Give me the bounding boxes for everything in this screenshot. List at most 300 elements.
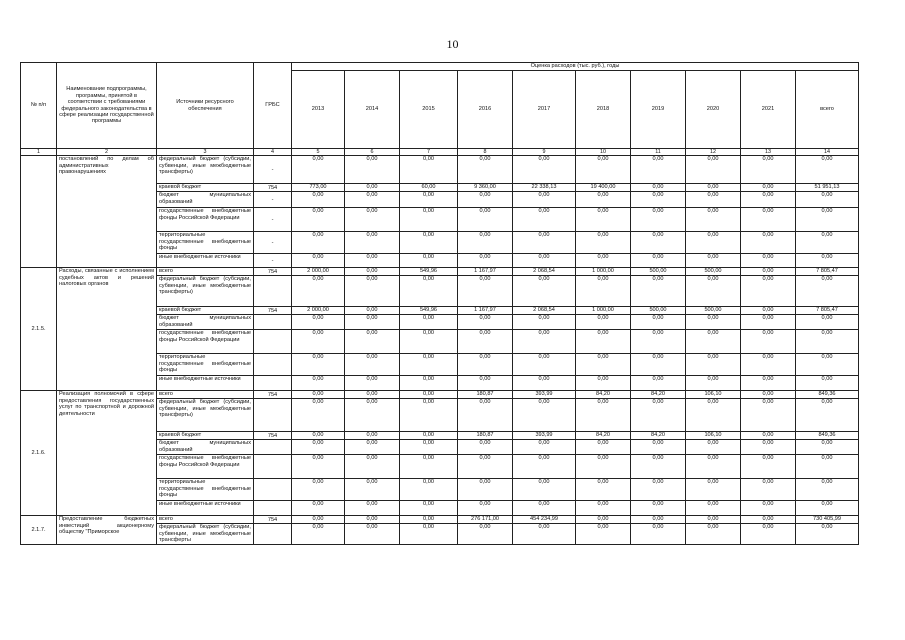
amount-cell: 0,00 <box>576 501 631 516</box>
amount-cell: 0,00 <box>458 276 513 307</box>
amount-cell: 0,00 <box>292 315 345 330</box>
amount-cell: 0,00 <box>400 455 458 479</box>
amount-cell: 0,00 <box>400 524 458 544</box>
column-number: 1 <box>21 149 57 156</box>
amount-cell: 0,00 <box>686 501 741 516</box>
grbs-code: - <box>254 254 292 268</box>
amount-cell: 51 951,13 <box>796 184 859 192</box>
funding-source: государственные внебюджетные фонды Российской Федерации <box>157 455 254 479</box>
table-body <box>21 156 859 544</box>
amount-cell: 0,00 <box>796 501 859 516</box>
amount-cell: 0,00 <box>631 232 686 254</box>
amount-cell: 0,00 <box>796 354 859 376</box>
amount-cell: 0,00 <box>686 455 741 479</box>
amount-cell: 1 000,00 <box>576 307 631 315</box>
amount-cell: 0,00 <box>686 315 741 330</box>
amount-cell: 60,00 <box>400 184 458 192</box>
amount-cell: 0,00 <box>292 501 345 516</box>
grbs-code: 754 <box>254 516 292 524</box>
amount-cell: 0,00 <box>292 192 345 208</box>
amount-cell: 0,00 <box>292 254 345 268</box>
amount-cell: 0,00 <box>513 156 576 184</box>
column-number: 11 <box>631 149 686 156</box>
column-number: 13 <box>741 149 796 156</box>
amount-cell: 0,00 <box>345 315 400 330</box>
amount-cell: 0,00 <box>686 479 741 501</box>
amount-cell: 0,00 <box>741 184 796 192</box>
amount-cell: 0,00 <box>631 354 686 376</box>
amount-cell: 0,00 <box>292 330 345 354</box>
amount-cell: 0,00 <box>513 208 576 232</box>
amount-cell: 0,00 <box>686 524 741 544</box>
amount-cell: 0,00 <box>576 276 631 307</box>
amount-cell: 84,20 <box>576 432 631 440</box>
row-number: 2.1.7. <box>21 516 57 544</box>
amount-cell: 276 171,00 <box>458 516 513 524</box>
amount-cell: 84,20 <box>631 391 686 399</box>
amount-cell: 0,00 <box>686 208 741 232</box>
amount-cell: 106,10 <box>686 391 741 399</box>
amount-cell: 0,00 <box>686 330 741 354</box>
amount-cell: 0,00 <box>741 276 796 307</box>
amount-cell: 2 000,00 <box>292 268 345 276</box>
amount-cell: 0,00 <box>513 276 576 307</box>
amount-cell: 0,00 <box>458 501 513 516</box>
amount-cell: 0,00 <box>741 268 796 276</box>
item-name: Реализация полномочий в сфере предоставления государственных услуг по транспортной и дорожной деятельности <box>57 391 157 516</box>
amount-cell: 0,00 <box>796 479 859 501</box>
amount-cell: 0,00 <box>345 501 400 516</box>
amount-cell: 0,00 <box>513 399 576 432</box>
amount-cell: 0,00 <box>345 354 400 376</box>
amount-cell: 393,99 <box>513 391 576 399</box>
amount-cell: 849,36 <box>796 432 859 440</box>
amount-cell: 0,00 <box>741 307 796 315</box>
funding-source: бюджет муниципальных образований <box>157 192 254 208</box>
amount-cell: 0,00 <box>741 440 796 455</box>
amount-cell: 0,00 <box>686 440 741 455</box>
amount-cell: 0,00 <box>631 501 686 516</box>
header-year: 2014 <box>345 71 400 149</box>
amount-cell: 0,00 <box>292 455 345 479</box>
amount-cell: 393,99 <box>513 432 576 440</box>
amount-cell: 0,00 <box>400 479 458 501</box>
funding-source: федеральный бюджет (субсидии, субвенции, иные межбюджетные трансферты <box>157 524 254 544</box>
amount-cell: 0,00 <box>513 232 576 254</box>
funding-source: всего <box>157 516 254 524</box>
funding-source: федеральный бюджет (субсидии, субвенции, иные межбюджетные трансферты) <box>157 276 254 307</box>
amount-cell: 0,00 <box>631 516 686 524</box>
header-year: 2020 <box>686 71 741 149</box>
amount-cell: 0,00 <box>458 440 513 455</box>
funding-source: бюджет муниципальных образований <box>157 315 254 330</box>
amount-cell: 1 167,97 <box>458 307 513 315</box>
header-year: 2021 <box>741 71 796 149</box>
amount-cell: 2 000,00 <box>292 307 345 315</box>
grbs-code <box>254 455 292 479</box>
amount-cell: 0,00 <box>686 254 741 268</box>
amount-cell: 9 360,00 <box>458 184 513 192</box>
amount-cell: 0,00 <box>741 192 796 208</box>
amount-cell: 0,00 <box>741 376 796 391</box>
grbs-code <box>254 501 292 516</box>
amount-cell: 0,00 <box>796 524 859 544</box>
amount-cell: 0,00 <box>741 455 796 479</box>
row-number <box>21 156 57 268</box>
amount-cell: 0,00 <box>741 432 796 440</box>
amount-cell: 0,00 <box>576 254 631 268</box>
grbs-code: - <box>254 208 292 232</box>
amount-cell: 0,00 <box>292 208 345 232</box>
amount-cell: 0,00 <box>576 232 631 254</box>
amount-cell: 0,00 <box>686 399 741 432</box>
amount-cell: 0,00 <box>576 208 631 232</box>
amount-cell: 0,00 <box>631 479 686 501</box>
amount-cell: 0,00 <box>741 524 796 544</box>
grbs-code: - <box>254 232 292 254</box>
budget-table <box>20 62 859 545</box>
amount-cell: 0,00 <box>400 376 458 391</box>
amount-cell: 180,87 <box>458 432 513 440</box>
amount-cell: 0,00 <box>513 376 576 391</box>
amount-cell: 0,00 <box>458 156 513 184</box>
amount-cell: 0,00 <box>631 399 686 432</box>
amount-cell: 0,00 <box>292 156 345 184</box>
amount-cell: 0,00 <box>292 354 345 376</box>
amount-cell: 180,87 <box>458 391 513 399</box>
amount-cell: 84,20 <box>631 432 686 440</box>
amount-cell: 0,00 <box>796 156 859 184</box>
table-row <box>21 156 859 184</box>
amount-cell: 0,00 <box>292 479 345 501</box>
header-estimate-title: Оценка расходов (тыс. руб.), годы <box>292 63 859 71</box>
amount-cell: 0,00 <box>400 232 458 254</box>
amount-cell: 0,00 <box>576 440 631 455</box>
amount-cell: 0,00 <box>292 432 345 440</box>
amount-cell: 0,00 <box>345 268 400 276</box>
amount-cell: 0,00 <box>400 501 458 516</box>
amount-cell: 0,00 <box>292 440 345 455</box>
funding-source: краевой бюджет <box>157 432 254 440</box>
amount-cell: 500,00 <box>686 268 741 276</box>
funding-source: иные внебюджетные источники <box>157 501 254 516</box>
amount-cell: 0,00 <box>400 516 458 524</box>
amount-cell: 0,00 <box>345 208 400 232</box>
amount-cell: 0,00 <box>292 376 345 391</box>
grbs-code: 754 <box>254 391 292 399</box>
amount-cell: 7 805,47 <box>796 307 859 315</box>
amount-cell: 0,00 <box>458 330 513 354</box>
amount-cell: 0,00 <box>400 156 458 184</box>
grbs-code <box>254 524 292 544</box>
column-number: 4 <box>254 149 292 156</box>
amount-cell: 0,00 <box>400 391 458 399</box>
header-col-source: Источники ресурсного обеспечения <box>157 63 254 149</box>
amount-cell: 0,00 <box>292 232 345 254</box>
amount-cell: 0,00 <box>458 232 513 254</box>
amount-cell: 500,00 <box>631 307 686 315</box>
amount-cell: 0,00 <box>400 354 458 376</box>
amount-cell: 0,00 <box>686 232 741 254</box>
amount-cell: 0,00 <box>513 501 576 516</box>
table-header <box>21 63 859 156</box>
column-number: 5 <box>292 149 345 156</box>
amount-cell: 0,00 <box>458 254 513 268</box>
funding-source: всего <box>157 268 254 276</box>
amount-cell: 0,00 <box>576 156 631 184</box>
grbs-code <box>254 315 292 330</box>
amount-cell: 106,10 <box>686 432 741 440</box>
amount-cell: 0,00 <box>741 391 796 399</box>
amount-cell: 500,00 <box>686 307 741 315</box>
amount-cell: 0,00 <box>741 330 796 354</box>
amount-cell: 0,00 <box>796 330 859 354</box>
grbs-code: 754 <box>254 184 292 192</box>
amount-cell: 0,00 <box>576 376 631 391</box>
amount-cell: 0,00 <box>796 315 859 330</box>
amount-cell: 0,00 <box>345 391 400 399</box>
header-col-num: № п/п <box>21 63 57 149</box>
amount-cell: 0,00 <box>458 315 513 330</box>
amount-cell: 0,00 <box>400 315 458 330</box>
row-number: 2.1.6. <box>21 391 57 516</box>
amount-cell: 0,00 <box>292 524 345 544</box>
grbs-code <box>254 479 292 501</box>
funding-source: федеральный бюджет (субсидии, субвенции, иные межбюджетные трансферты) <box>157 399 254 432</box>
amount-cell: 0,00 <box>513 455 576 479</box>
funding-source: всего <box>157 391 254 399</box>
column-number: 8 <box>458 149 513 156</box>
amount-cell: 0,00 <box>345 455 400 479</box>
amount-cell: 84,20 <box>576 391 631 399</box>
header-year: 2015 <box>400 71 458 149</box>
amount-cell: 0,00 <box>345 376 400 391</box>
grbs-code <box>254 399 292 432</box>
amount-cell: 0,00 <box>631 376 686 391</box>
amount-cell: 0,00 <box>686 276 741 307</box>
amount-cell: 730 405,99 <box>796 516 859 524</box>
amount-cell: 0,00 <box>631 524 686 544</box>
amount-cell: 0,00 <box>796 192 859 208</box>
amount-cell: 0,00 <box>576 315 631 330</box>
amount-cell: 0,00 <box>400 192 458 208</box>
funding-source: иные внебюджетные источники <box>157 254 254 268</box>
amount-cell: 0,00 <box>796 232 859 254</box>
amount-cell: 500,00 <box>631 268 686 276</box>
amount-cell: 0,00 <box>458 524 513 544</box>
amount-cell: 0,00 <box>576 192 631 208</box>
amount-cell: 0,00 <box>741 208 796 232</box>
amount-cell: 0,00 <box>345 276 400 307</box>
amount-cell: 0,00 <box>292 516 345 524</box>
amount-cell: 0,00 <box>513 440 576 455</box>
amount-cell: 0,00 <box>576 516 631 524</box>
amount-cell: 0,00 <box>345 192 400 208</box>
amount-cell: 0,00 <box>686 376 741 391</box>
amount-cell: 0,00 <box>458 479 513 501</box>
amount-cell: 1 000,00 <box>576 268 631 276</box>
grbs-code <box>254 440 292 455</box>
amount-cell: 0,00 <box>345 254 400 268</box>
grbs-code: 754 <box>254 432 292 440</box>
amount-cell: 0,00 <box>513 524 576 544</box>
amount-cell: 7 805,47 <box>796 268 859 276</box>
amount-cell: 0,00 <box>513 254 576 268</box>
amount-cell: 0,00 <box>458 399 513 432</box>
amount-cell: 0,00 <box>345 479 400 501</box>
amount-cell: 0,00 <box>513 354 576 376</box>
amount-cell: 0,00 <box>686 156 741 184</box>
item-name: постановлений по делам об административных правонарушениях <box>57 156 157 268</box>
amount-cell: 0,00 <box>631 440 686 455</box>
amount-cell: 0,00 <box>741 354 796 376</box>
amount-cell: 0,00 <box>741 232 796 254</box>
header-year: всего <box>796 71 859 149</box>
amount-cell: 0,00 <box>796 399 859 432</box>
amount-cell: 0,00 <box>345 307 400 315</box>
amount-cell: 0,00 <box>400 330 458 354</box>
column-number: 3 <box>157 149 254 156</box>
amount-cell: 0,00 <box>796 208 859 232</box>
table-row <box>21 516 859 524</box>
amount-cell: 0,00 <box>400 254 458 268</box>
grbs-code <box>254 354 292 376</box>
amount-cell: 0,00 <box>345 184 400 192</box>
amount-cell: 0,00 <box>686 184 741 192</box>
funding-source: государственные внебюджетные фонды Российской Федерации <box>157 330 254 354</box>
amount-cell: 0,00 <box>458 192 513 208</box>
amount-cell: 0,00 <box>345 432 400 440</box>
amount-cell: 849,36 <box>796 391 859 399</box>
header-year: 2019 <box>631 71 686 149</box>
amount-cell: 0,00 <box>345 399 400 432</box>
amount-cell: 0,00 <box>345 330 400 354</box>
header-col-grbs: ГРБС <box>254 63 292 149</box>
amount-cell: 1 167,97 <box>458 268 513 276</box>
header-col-name: Наименование подпрограммы, программы, принятой в соответствии с требованиями федерального законодательства в сфере реализации государственной программы <box>57 63 157 149</box>
amount-cell: 0,00 <box>631 208 686 232</box>
amount-cell: 0,00 <box>345 156 400 184</box>
amount-cell: 0,00 <box>576 455 631 479</box>
funding-source: территориальные государственные внебюджетные фонды <box>157 479 254 501</box>
column-number: 10 <box>576 149 631 156</box>
funding-source: иные внебюджетные источники <box>157 376 254 391</box>
column-number: 12 <box>686 149 741 156</box>
amount-cell: 773,00 <box>292 184 345 192</box>
amount-cell: 2 068,54 <box>513 268 576 276</box>
amount-cell: 0,00 <box>741 254 796 268</box>
amount-cell: 0,00 <box>576 524 631 544</box>
amount-cell: 0,00 <box>458 208 513 232</box>
amount-cell: 0,00 <box>576 330 631 354</box>
column-number: 14 <box>796 149 859 156</box>
amount-cell: 22 338,13 <box>513 184 576 192</box>
grbs-code: 754 <box>254 307 292 315</box>
amount-cell: 0,00 <box>400 276 458 307</box>
header-year: 2016 <box>458 71 513 149</box>
amount-cell: 0,00 <box>686 354 741 376</box>
amount-cell: 0,00 <box>631 330 686 354</box>
grbs-code: - <box>254 156 292 184</box>
column-number: 7 <box>400 149 458 156</box>
amount-cell: 0,00 <box>345 232 400 254</box>
amount-cell: 0,00 <box>458 455 513 479</box>
amount-cell: 0,00 <box>513 479 576 501</box>
amount-cell: 0,00 <box>345 440 400 455</box>
amount-cell: 0,00 <box>741 501 796 516</box>
table-row <box>21 391 859 399</box>
amount-cell: 0,00 <box>400 432 458 440</box>
grbs-code: - <box>254 192 292 208</box>
amount-cell: 454 234,99 <box>513 516 576 524</box>
amount-cell: 0,00 <box>741 156 796 184</box>
amount-cell: 0,00 <box>513 330 576 354</box>
amount-cell: 0,00 <box>796 455 859 479</box>
funding-source: краевой бюджет <box>157 184 254 192</box>
amount-cell: 0,00 <box>400 399 458 432</box>
amount-cell: 0,00 <box>458 376 513 391</box>
amount-cell: 0,00 <box>631 184 686 192</box>
amount-cell: 549,96 <box>400 307 458 315</box>
header-year: 2013 <box>292 71 345 149</box>
amount-cell: 549,96 <box>400 268 458 276</box>
amount-cell: 0,00 <box>400 208 458 232</box>
funding-source: государственные внебюджетные фонды Российской Федерации <box>157 208 254 232</box>
amount-cell: 0,00 <box>631 455 686 479</box>
amount-cell: 0,00 <box>686 192 741 208</box>
funding-source: бюджет муниципальных образований <box>157 440 254 455</box>
amount-cell: 19 400,00 <box>576 184 631 192</box>
amount-cell: 0,00 <box>513 192 576 208</box>
funding-source: территориальные государственные внебюджетные фонды <box>157 354 254 376</box>
amount-cell: 0,00 <box>796 276 859 307</box>
item-name: Предоставление бюджетных инвестиций акционерному обществу "Приморское <box>57 516 157 544</box>
header-year: 2017 <box>513 71 576 149</box>
amount-cell: 0,00 <box>631 276 686 307</box>
funding-source: федеральный бюджет (субсидии, субвенции, иные межбюджетные трансферты) <box>157 156 254 184</box>
grbs-code: 754 <box>254 268 292 276</box>
amount-cell: 0,00 <box>631 156 686 184</box>
funding-source: территориальные государственные внебюджетные фонды <box>157 232 254 254</box>
amount-cell: 0,00 <box>741 315 796 330</box>
amount-cell: 0,00 <box>345 524 400 544</box>
amount-cell: 0,00 <box>292 276 345 307</box>
amount-cell: 0,00 <box>631 192 686 208</box>
page-number: 10 <box>446 37 459 51</box>
amount-cell: 0,00 <box>345 516 400 524</box>
row-number: 2.1.5. <box>21 268 57 391</box>
column-number: 9 <box>513 149 576 156</box>
grbs-code <box>254 376 292 391</box>
amount-cell: 0,00 <box>400 440 458 455</box>
amount-cell: 0,00 <box>631 315 686 330</box>
item-name: Расходы, связанные с исполнением судебных актов и решений налоговых органов <box>57 268 157 391</box>
amount-cell: 0,00 <box>292 399 345 432</box>
amount-cell: 0,00 <box>741 399 796 432</box>
amount-cell: 0,00 <box>576 479 631 501</box>
amount-cell: 2 068,54 <box>513 307 576 315</box>
amount-cell: 0,00 <box>458 354 513 376</box>
amount-cell: 0,00 <box>576 399 631 432</box>
amount-cell: 0,00 <box>796 440 859 455</box>
amount-cell: 0,00 <box>576 354 631 376</box>
amount-cell: 0,00 <box>796 254 859 268</box>
amount-cell: 0,00 <box>686 516 741 524</box>
funding-source: краевой бюджет <box>157 307 254 315</box>
column-number: 6 <box>345 149 400 156</box>
amount-cell: 0,00 <box>796 376 859 391</box>
grbs-code <box>254 276 292 307</box>
